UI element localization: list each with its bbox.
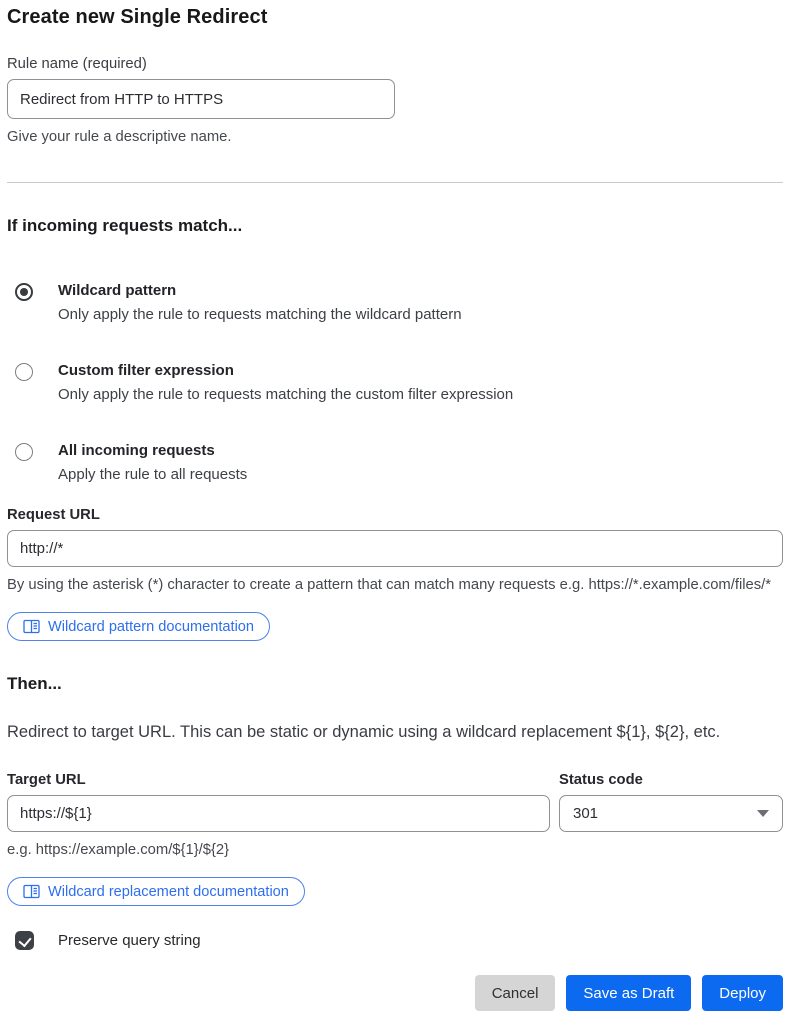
status-code-value: 301 xyxy=(573,805,599,822)
cancel-button[interactable]: Cancel xyxy=(475,975,556,1011)
radio-wildcard-pattern-description: Only apply the rule to requests matching the wildcard pattern xyxy=(58,306,462,323)
request-url-input[interactable] xyxy=(7,530,783,567)
radio-all-requests-label: All incoming requests xyxy=(58,442,215,459)
book-icon xyxy=(23,884,40,899)
checkbox-icon[interactable] xyxy=(15,931,34,950)
deploy-button[interactable]: Deploy xyxy=(702,975,783,1011)
request-url-label: Request URL xyxy=(7,507,100,523)
chevron-down-icon xyxy=(757,810,769,817)
form-footer xyxy=(7,975,783,1011)
radio-button-icon[interactable] xyxy=(15,443,33,461)
radio-all-requests-description: Apply the rule to all requests xyxy=(58,466,248,483)
book-icon xyxy=(23,619,40,634)
save-as-draft-button[interactable]: Save as Draft xyxy=(566,975,691,1011)
target-row xyxy=(7,772,783,862)
target-url-label: Target URL xyxy=(7,772,86,788)
target-url-field xyxy=(7,772,550,862)
radio-wildcard-pattern-label: Wildcard pattern xyxy=(58,282,177,299)
preserve-query-checkbox-row[interactable] xyxy=(7,931,783,950)
page-title: Create new Single Redirect xyxy=(7,6,268,28)
match-section-heading: If incoming requests match... xyxy=(7,216,243,235)
section-divider xyxy=(7,182,783,183)
rule-name-input[interactable] xyxy=(7,79,395,119)
radio-custom-filter-description: Only apply the rule to requests matching the custom filter expression xyxy=(58,386,514,403)
request-url-field xyxy=(7,507,783,597)
wildcard-pattern-docs-label: Wildcard pattern documentation xyxy=(48,618,255,635)
preserve-query-label: Preserve query string xyxy=(58,932,201,949)
rule-name-field xyxy=(7,56,783,149)
status-code-select[interactable] xyxy=(559,795,783,832)
status-code-label: Status code xyxy=(559,772,643,788)
rule-name-help: Give your rule a descriptive name. xyxy=(7,129,232,145)
radio-wildcard-pattern[interactable] xyxy=(7,281,783,325)
wildcard-replacement-docs-button[interactable] xyxy=(7,877,305,906)
wildcard-replacement-docs-label: Wildcard replacement documentation xyxy=(48,883,289,900)
radio-custom-filter-label: Custom filter expression xyxy=(58,362,234,379)
radio-button-icon[interactable] xyxy=(15,283,33,301)
status-code-field xyxy=(559,772,783,862)
request-url-help: By using the asterisk (*) character to create a pattern that can match many requests e.g. https://*.example.com/files/* xyxy=(7,577,772,593)
radio-all-requests[interactable] xyxy=(7,441,783,485)
target-url-input[interactable] xyxy=(7,795,550,832)
match-type-radio-group xyxy=(7,281,783,485)
then-description: Redirect to target URL. This can be static or dynamic using a wildcard replacement ${1}, ${2}, etc. xyxy=(7,723,721,741)
wildcard-pattern-docs-button[interactable] xyxy=(7,612,270,641)
radio-custom-filter[interactable] xyxy=(7,361,783,405)
radio-button-icon[interactable] xyxy=(15,363,33,381)
target-url-help: e.g. https://example.com/${1}/${2} xyxy=(7,842,230,858)
rule-name-label: Rule name (required) xyxy=(7,56,147,72)
then-section-heading: Then... xyxy=(7,674,62,693)
